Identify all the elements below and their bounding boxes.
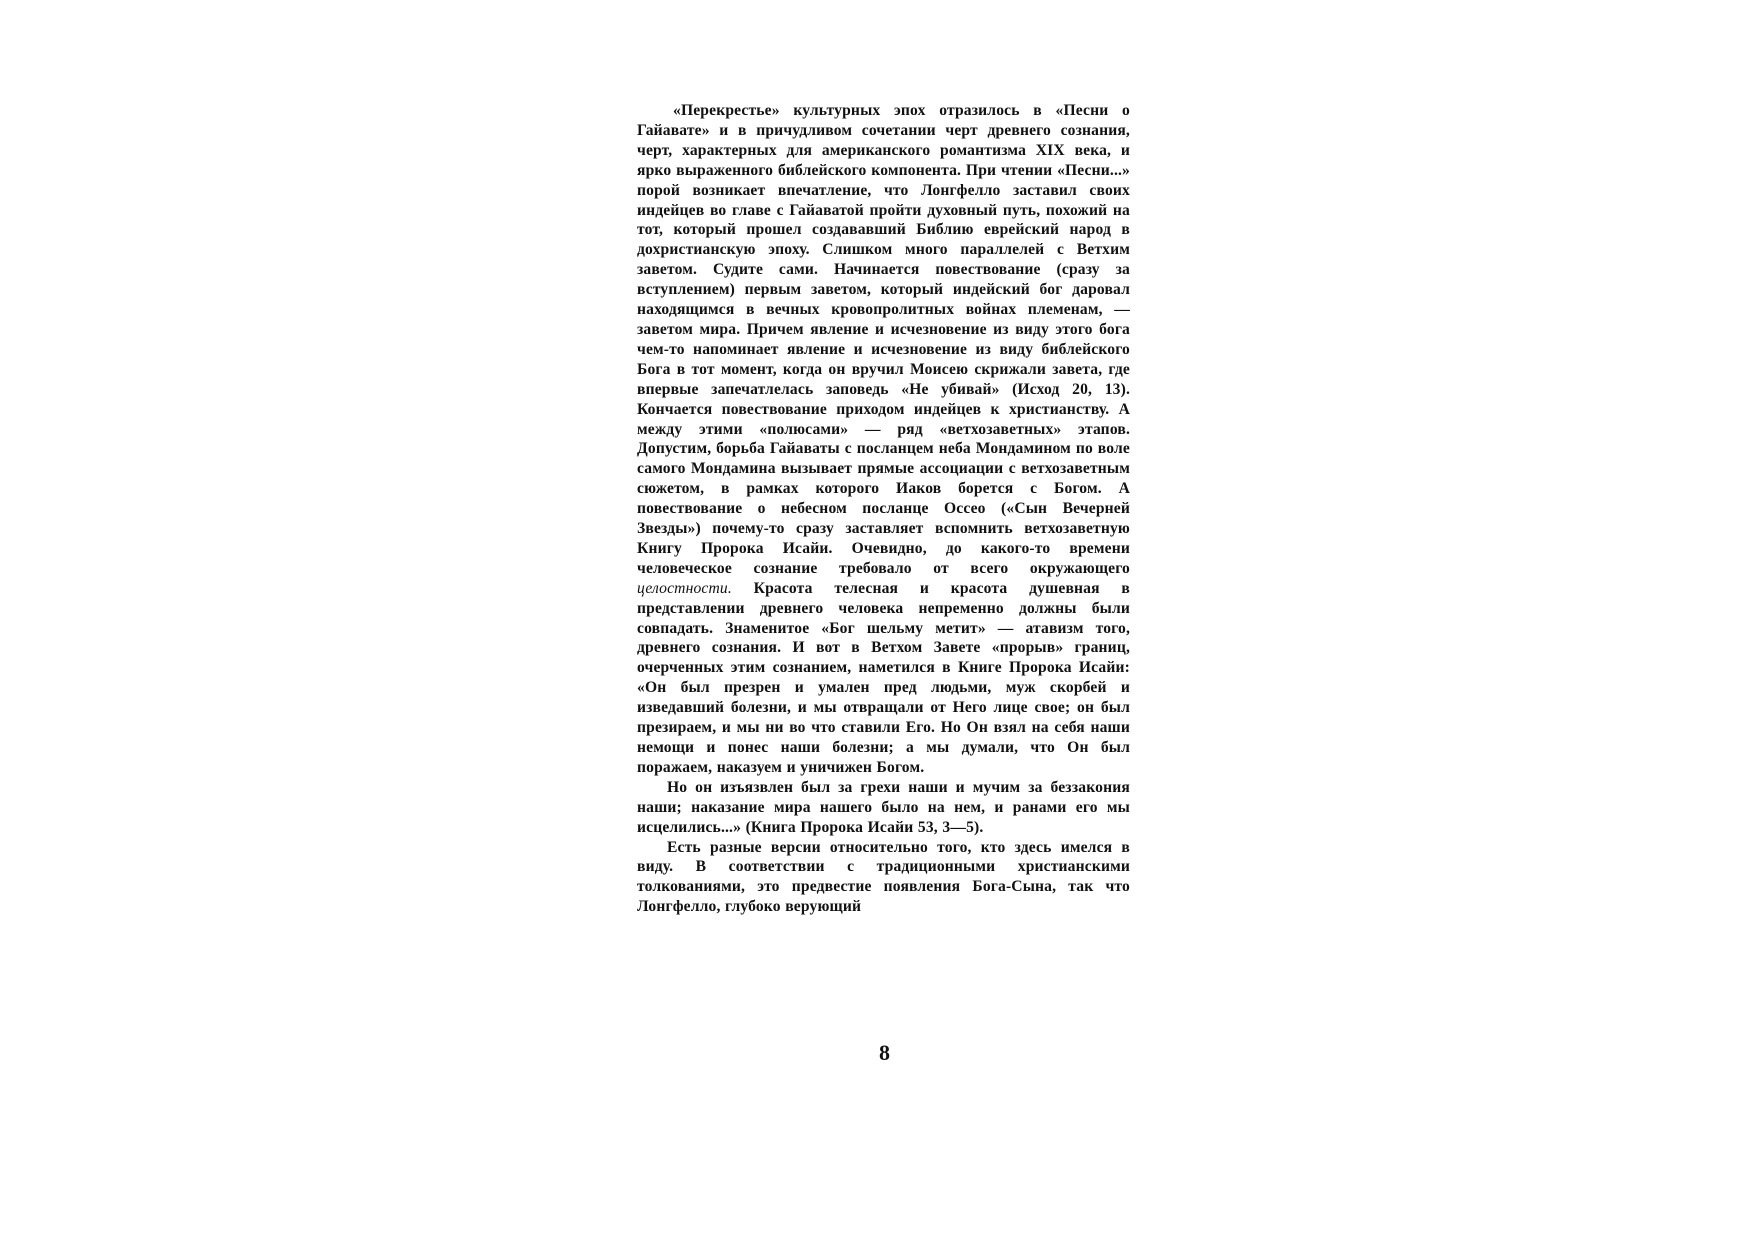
paragraph-text: «Перекрестье» культурных эпох отразилось в «Песни о Гайавате» и в причудливом сочетании черт древнего сознания, черт, характерных для американского романтизма XIX века, и ярко выраженного библейского компонента. При чтении «Песни...» порой возникает впечатление, что Лонгфелло заставил своих индейцев во главе с Гайаватой пройти духовный путь, похожий на тот, который прошел создававший Библию еврейский народ в дохристианскую эпоху. Слишком много параллелей с Ветхим заветом. Судите сами. Начинается повествование (сразу за вступлением) первым заветом, который индейский бог даровал находящимся в вечных кровопролитных войнах племенам, — заветом мира. Причем явление и исчезновение из виду этого бога чем-то напоминает явление и исчезновение из виду библейского Бога в тот момент, когда он вручил Моисею скрижали завета, где впервые запечатлелась заповедь «Не убивай» (Исход 20, 13). Кончается повествование приходом индейцев к христианству. А между этими «полюсами» — ряд «ветхозаветных» этапов. Допустим, борьба Гайаваты с посланцем неба Мондамином по воле самого Мондамина вызывает прямые ассоциации с ветхозаветным сюжетом, в рамках которого Иаков борется с Богом. А повествование о небесном посланце Оссео («Сын Вечерней Звезды») почему-то сразу заставляет вспомнить ветхозаветную Книгу Пророка Исайи. Очевидно, до какого-то времени человеческое сознание требовало от всего окружающего [637, 102, 1130, 577]
paragraph: Есть разные версии относительно того, кто здесь имелся в виду. В соответствии с традиционными христианскими толкованиями, это предвестие появления Бога-Сына, так что Лонгфелло, глубоко верующий [637, 838, 1130, 916]
emphasized-word: целостности. [637, 579, 732, 597]
paragraph: Но он изъязвлен был за грехи наши и мучим за беззакония наши; наказание мира нашего было на нем, и ранами его мы исцелились...» (Книга Пророка Исайи 53, 3—5). [637, 778, 1130, 836]
paragraph [637, 101, 1130, 778]
page-number: 8 [879, 1040, 890, 1065]
paragraph-text: Красота телесная и красота душевная в представлении древнего человека непременно должны были совпадать. Знаменитое «Бог шельму метит» — атавизм того, древнего сознания. И вот в Ветхом Завете «прорыв» границ, очерченных этим сознанием, наметился в Книге Пророка Исайи: «Он был презрен и умален пред людьми, муж скорбей и изведавший болезни, и мы отвращали от Него лице свое; он был презираем, и мы ни во что ставили Его. Но Он взял на себя наши немощи и понес наши болезни; а мы думали, что Он был поражаем, наказуем и уничижен Богом. [637, 579, 1130, 776]
body-text [637, 101, 1130, 917]
